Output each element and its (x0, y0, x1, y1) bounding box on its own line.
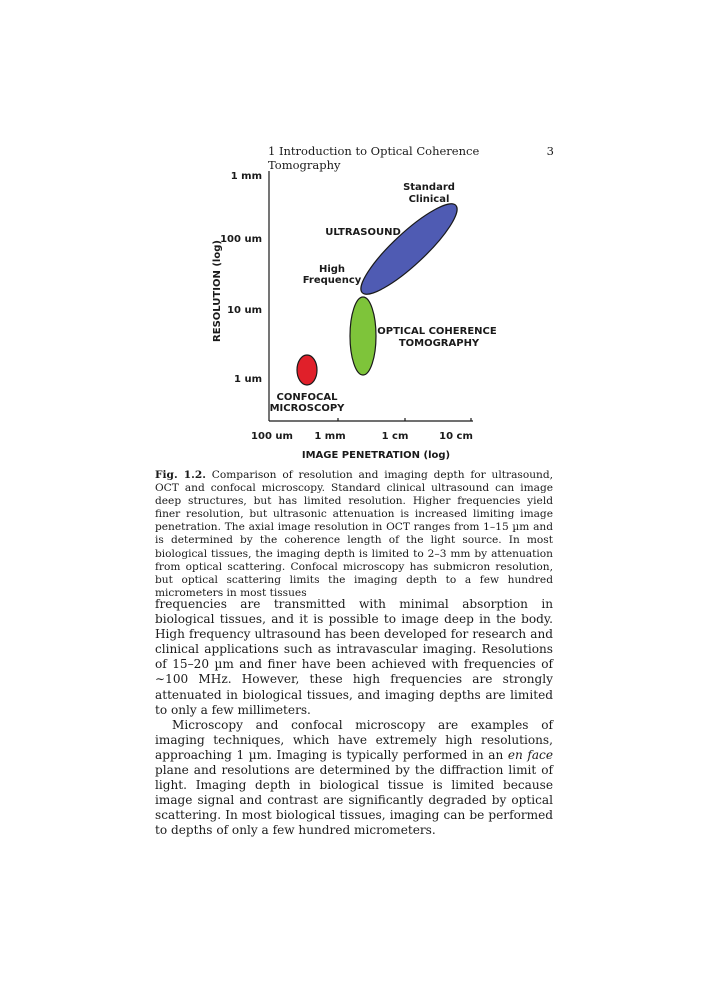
y-tick-label-1mm: 1 mm (230, 171, 262, 182)
label-frequency: Frequency (302, 275, 362, 286)
x-tick-label-1cm: 1 cm (381, 431, 409, 442)
chart-svg (200, 165, 500, 465)
figure-caption (155, 469, 553, 600)
paragraph-1: frequencies are transmitted with minimal absorption in biological tissues, and it is possible to image deep in the body. High frequency ultrasound has been developed for research and clinical applications such as intravascular imaging. Resolutions of 15–20 µm and finer have been achieved with frequencies of ∼100 MHz. However, these high frequencies are strongly attenuated in biological tissues, and imaging depths are limited to only a few millimeters. (155, 597, 553, 717)
x-tick-label-100um: 100 um (251, 431, 293, 442)
x-tick-label-1mm: 1 mm (314, 431, 346, 442)
y-tick-label-1um: 1 um (234, 374, 262, 385)
body-text (155, 597, 553, 839)
y-axis-title: RESOLUTION (log) (212, 240, 223, 342)
label-standard: Standard (403, 182, 455, 193)
figure-caption-label: Fig. 1.2. (155, 469, 206, 481)
y-tick-label-10um: 10 um (227, 305, 262, 316)
y-tick-label-100um: 100 um (220, 234, 262, 245)
paragraph-2-emphasis: en face (507, 747, 553, 762)
label-clinical: Clinical (408, 194, 450, 205)
paragraph-2-part-2: plane and resolutions are determined by the diffraction limit of light. Imaging depth in biological tissue is limited because image signal and contrast are significantly degraded by optical scattering. In most biological tissues, imaging can be performed to depths of only a few hundred micrometers. (155, 763, 553, 838)
paragraph-2-part-1: Microscopy and confocal microscopy are examples of imaging techniques, which have extremely high resolutions, approaching 1 µm. Imaging is typically performed in an (155, 717, 553, 762)
region-oct (350, 297, 376, 375)
running-head (268, 144, 554, 172)
region-ultrasound (351, 194, 466, 305)
running-head-title: 1 Introduction to Optical Coherence Tomography (268, 144, 480, 172)
region-confocal (297, 355, 317, 385)
figure-resolution-vs-penetration (200, 165, 500, 465)
page-number: 3 (546, 144, 554, 158)
label-ultrasound: ULTRASOUND (325, 227, 401, 238)
figure-caption-text: Comparison of resolution and imaging depth for ultrasound, OCT and confocal microscopy. Standard clinical ultrasound can image deep structures, but has limited resolution. Higher frequencies yield finer resolution, but ultrasonic attenuation is increased limiting image penetration. The axial image resolution in OCT ranges from 1–15 µm and is determined by the coherence length of the light source. In most biological tissues, the imaging depth is limited to 2–3 mm by attenuation from optical scattering. Confocal microscopy has submicron resolution, but optical scattering limits the imaging depth to a few hundred micrometers in most tissues (155, 469, 554, 599)
x-axis-title: IMAGE PENETRATION (log) (301, 450, 451, 461)
label-confocal: CONFOCAL (276, 392, 338, 403)
label-tomography: TOMOGRAPHY (398, 338, 480, 349)
label-high: High (318, 264, 346, 275)
x-tick-label-10cm: 10 cm (439, 431, 473, 442)
label-microscopy: MICROSCOPY (269, 403, 345, 414)
label-optical-coherence: OPTICAL COHERENCE (377, 326, 497, 337)
paragraph-2 (155, 718, 553, 839)
